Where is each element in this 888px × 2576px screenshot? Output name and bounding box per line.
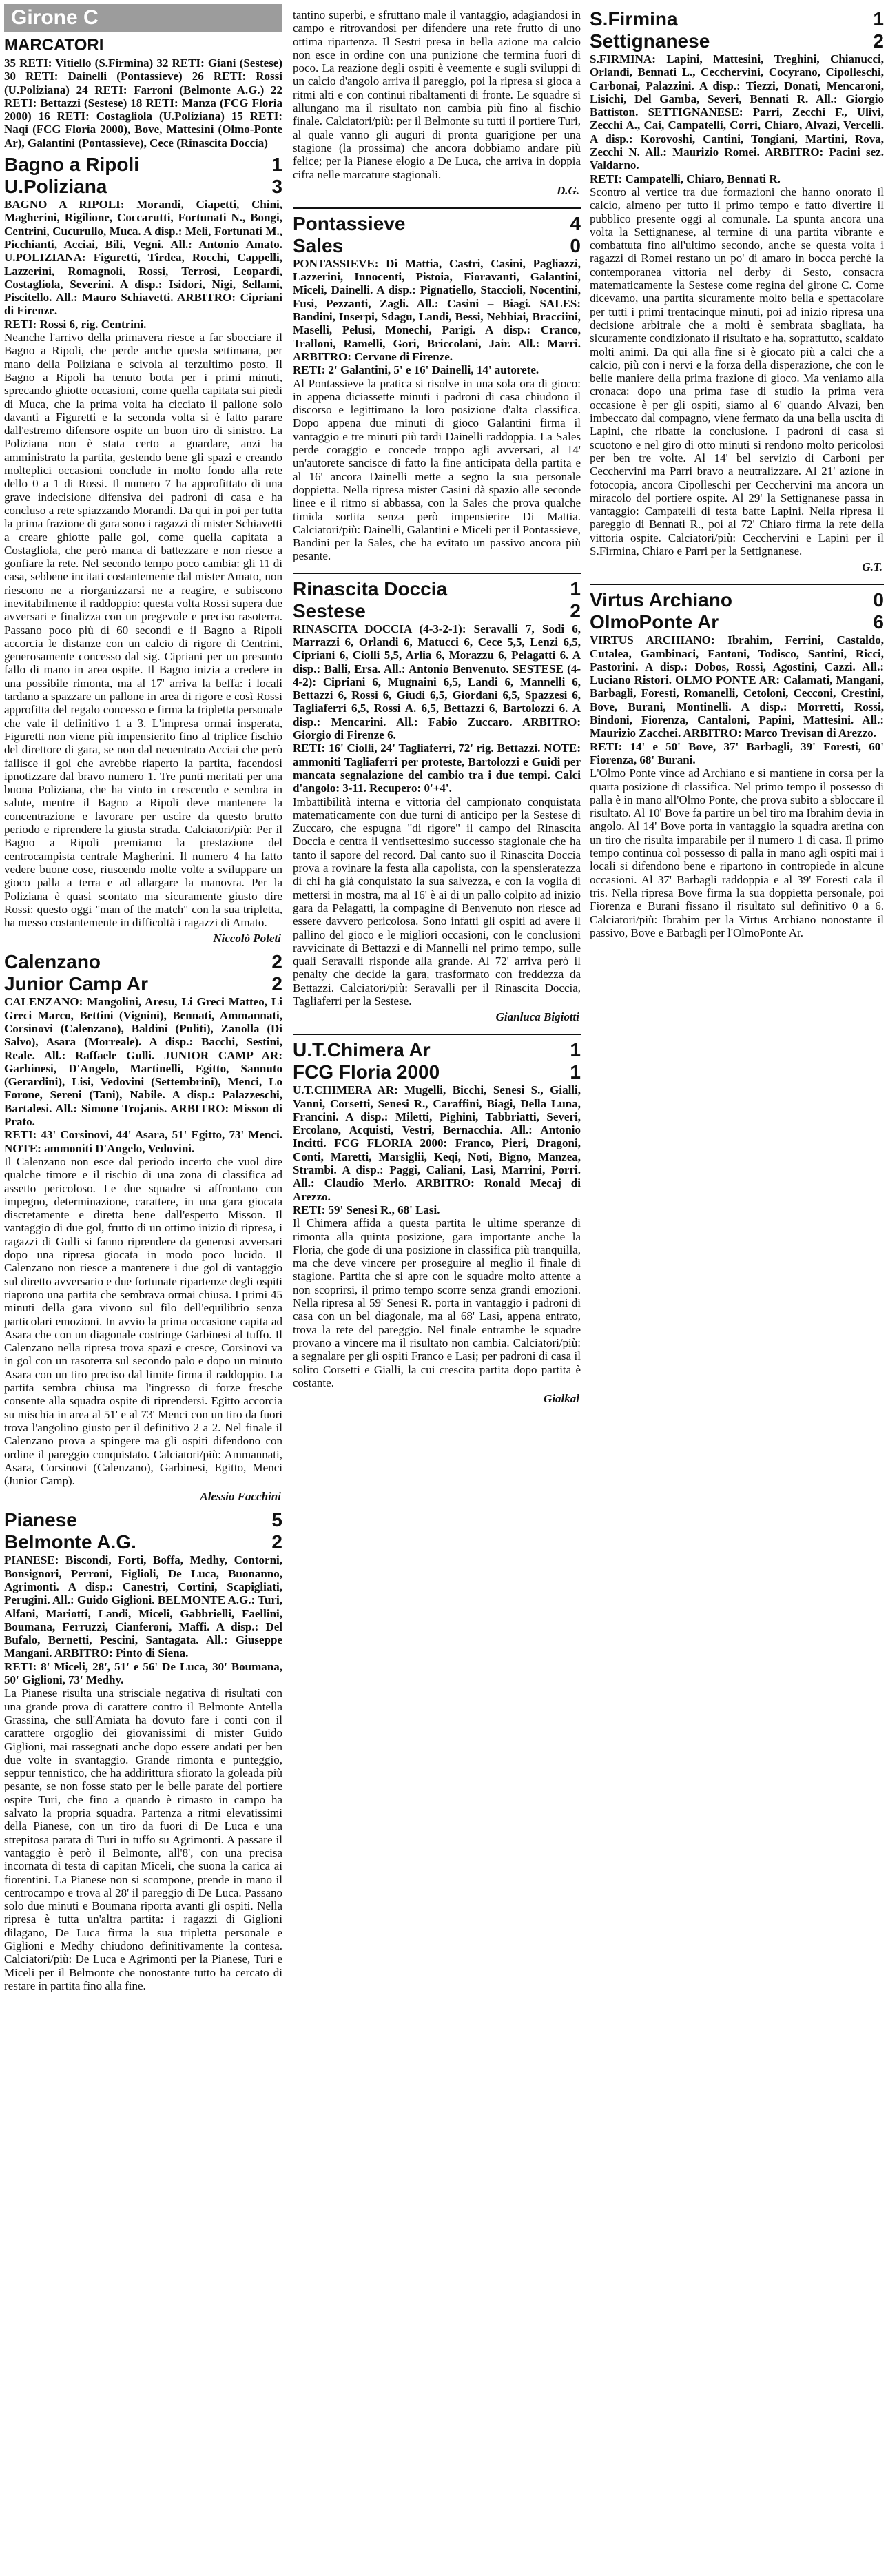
home-team-row	[293, 213, 581, 235]
column-2	[293, 4, 581, 2570]
away-team: U.Poliziana	[4, 176, 107, 198]
away-team: FCG Floria 2000	[293, 1061, 440, 1083]
divider	[293, 207, 581, 209]
marcatori-list: 35 RETI: Vitiello (S.Firmina) 32 RETI: Giani (Sestese) 30 RETI: Dainelli (Pontassieve) 26 RETI: Rossi (U.Poliziana) 24 RETI: Farroni (Belmonte A.G.) 22 RETI: Bettazzi (Sestese) 18 RETI: Manza (FCG Floria 2000) 16 RETI: Costagliola (U.Poliziana) 15 RETI: Naqi (FCG Floria 2000), Bove, Mattesini (Olmo-Ponte Ar), Galantini (Pontassieve), Cece (Rinascita Doccia)	[4, 57, 282, 150]
report-text: tantino superbi, e sfruttano male il vantaggio, adagiandosi in campo e ritrovandosi per difendere una rete frutto di uno ottima ripartenza. Il Sestri presa in bella azione ma calcio non esce in ordine con una punizione che termina fuori di poco. La reazione degli ospiti è veemente e sugli sviluppi di un calcio d'angolo arriva il pareggio, poi la ripresa si gioca a ritmi alti e con continui ribaltamenti di fronte. Le squadre si allungano ma il risultato non cambia più fino al fischio finale. Calciatori/più: per il Belmonte su tutti il portiere Turi, al quale vanno gli auguri di pronta guarigione per una stagione (la prossima) che ancora dobbiamo andare più felice; per la Pianese elogio a De Luca, che arriva in doppia cifra nelle marcature stagionali.	[293, 8, 581, 181]
author: G.T.	[862, 560, 882, 574]
away-score: 0	[570, 234, 581, 256]
goals: RETI: Rossi 6, rig. Centrini.	[4, 317, 147, 331]
home-score: 1	[271, 154, 282, 176]
column-1	[4, 4, 282, 2570]
match-report	[590, 8, 884, 574]
match-report	[293, 213, 581, 563]
match-report	[293, 578, 581, 1025]
column-3	[590, 4, 884, 2570]
goals: RETI: 43' Corsinovi, 44' Asara, 51' Egitto, 73' Menci. NOTE: ammoniti D'Angelo, Vedovini.	[4, 1128, 282, 1155]
home-score: 2	[271, 951, 282, 973]
away-score: 3	[271, 176, 282, 198]
author: D.G.	[556, 183, 579, 197]
away-score: 2	[570, 600, 581, 622]
lineups: VIRTUS ARCHIANO: Ibrahim, Ferrini, Castaldo, Cutalea, Gambinaci, Fantoni, Todisco, Santini, Ricci, Pastorini. A disp.: Dobos, Rossi, Agostini, Cazzi. All.: Luciano Ristori. OLMO PONTE AR: Calamati, Mangani, Barbagli, Foresti, Romanelli, Cetoloni, Cecconi, Crestini, Bove, Burani, Montinelli. A disp.: Morretti, Rossi, Bindoni, Fiorenza, Cantaloni, Papini, Mattesini. All.: Maurizio Zacchei. ARBITRO: Marco Trevisan di Arezzo.	[590, 633, 884, 740]
away-score: 6	[873, 611, 884, 633]
report-text: La Pianese risulta una strisciale negativa di risultati con una grande prova di carattere contro il Belmonte Antella Grassina, che sull'Amiata ha dovuto fare i conti con il carattere orgoglio dei giovanissimi di mister Guido Giglioni, mai rassegnati anche dopo essere andati per ben due volte in svantaggio. Grande rimonta e punteggio, seppur tennistico, che ha addirittura sfiorato la goleada più pesante, se non fosse stato per le belle parate del portiere ospite Turi, che fino a quando è rimasto in campo ha salvato la propria squadra. Partenza a ritmi elevatissimi della Pianese, con un tiro da fuori di De Luca e una strepitosa parata di Turi in tuffo su Agrimonti. A passare il vantaggio è però il Belmonte, all'8', con una precisa incornata di testa di capitan Miceli, che suona la carica ai fiorentini. La Pianese non si scompone, prende in mano il centrocampo e trova al 28' il pareggio di De Luca. Passano solo due minuti e Boumana riporta avanti gli ospiti. Nella ripresa è tutta un'altra partita: i ragazzi di Giglioni dilagano, De Luca firma la sua tripletta personale e Giglioni e Medhy chiudono definitivamente la contesa. Calciatori/più: De Luca e Agrimonti per la Pianese, Turi e Miceli per il Belmonte che nonostante tutto ha cercato di restare in partita fino alla fine.	[4, 1686, 282, 1992]
away-score: 2	[271, 973, 282, 995]
home-team-row	[4, 951, 282, 973]
lineups: RINASCITA DOCCIA (4-3-2-1): Seravalli 7, Sodi 6, Marrazzi 6, Orlandi 6, Matucci 6, Cece 5,5, Lenzi 6,5, Cipriani 6, Ciolli 5,5, Arlia 6, Morazzu 6, Pelagatti 6. A disp.: Balli, Ersa. All.: Antonio Benvenuto. SESTESE (4-4-2): Cipriani 6, Mugnaini 6,5, Landi 6, Mannelli 6, Bettazzi 6, Rossi 6, Giudi 6,5, Giordani 6,5, Spazzesi 6, Tagliaferri 6,5, Rossi A. 6,5, Bettazzi 6, Bartolozzi 6. A disp.: Mencarini. All.: Fabio Zuccaro. ARBITRO: Giorgio di Firenze 6.	[293, 622, 581, 742]
home-team: Pontassieve	[293, 212, 406, 234]
home-score: 1	[873, 8, 884, 30]
lineups: CALENZANO: Mangolini, Aresu, Li Greci Matteo, Li Greci Marco, Bettini (Vignini), Bennati, Ammannati, Corsinovi (Calenzano), Baldini (Puliti), Zanolla (Di Salvo), Asara (Morreale). A disp.: Bacchi, Sestini, Reale. All.: Raffaele Gulli. JUNIOR CAMP AR: Garbinesi, D'Angelo, Martinelli, Egitto, Sannuto (Gerardini), Lisi, Vedovini (Settembrini), Menci, Lo Forone, Sereni (Tani), Nabile. A disp.: Palazzeschi, Bartalesi. All.: Simone Trojanis. ARBITRO: Misson di Prato.	[4, 995, 282, 1129]
away-team: Belmonte A.G.	[4, 1531, 136, 1553]
report-text: Imbattibilità interna e vittoria del campionato conquistata matematicamente con due turni di anticipo per la Sestese di Zuccaro, che espugna "di rigore" il campo del Rinascita Doccia e centra il ventisettesimo successo stagionale che ha tanto il sapore del record. Dal canto suo il Rinascita Doccia prova a rovinare la festa alla capolista, con la spensieratezza di chi ha già conquistato la sua salvezza, e con la voglia di mettersi in mostra, ma al 16' è ai di un pallo colpito ad inizio gara da Pelagatti, la compagine di Benvenuto non riesce ad essere davvero pericolosa. Sono infatti gli ospiti ad avere il pallino del gioco e le migliori occasioni, con le conclusioni ravvicinate di Bettazzi e di Mannelli nel primo tempo, sulle quali Seravalli risponde alla grande. Al 72' arriva però il penalty che decide la gara, trasformato con freddezza da Bettazzi. Calciatori/più: Seravalli per il Rinascita Doccia, Tagliaferri per la Sestese.	[293, 795, 581, 1008]
away-score: 1	[570, 1061, 581, 1083]
home-team: U.T.Chimera Ar	[293, 1039, 431, 1061]
home-team-row	[4, 1509, 282, 1531]
home-team-row	[590, 8, 884, 30]
home-team: Virtus Archiano	[590, 589, 732, 611]
goals: RETI: 59' Senesi R., 68' Lasi.	[293, 1203, 440, 1216]
home-team-row	[4, 154, 282, 176]
report-text: Il Chimera affida a questa partita le ultime speranze di rimonta alla quinta posizione, gara importante anche la Floria, che gode di una posizione in classifica più tranquilla, ma che deve vincere per proseguire al meglio il finale di stagione. Partita che si apre con le squadre molto attente a non scoprirsi, il primo tempo scorre senza grandi emozioni. Nella ripresa al 59' Senesi R. porta in vantaggio i padroni di casa con un bel diagonale, ma al 68' Lasi, appena entrato, trova la rete del pareggio. Nel finale entrambe le squadre provano a vincere ma il risultato non cambia. Calciatori/più: a segnalare per gli ospiti Franco e Lasi; per padroni di casa il solito Corsetti e Gialli, la cui crescita partita dopo partita è costante.	[293, 1216, 581, 1389]
lineups: S.FIRMINA: Lapini, Mattesini, Treghini, Chianucci, Orlandi, Bennati L., Cecchervini, Cocyrano, Cipolleschi, Carbonai, Palazzini. A disp.: Tiezzi, Donati, Mencaroni, Lisichi, Del Gamba, Severi, Bennati R. All.: Giorgio Battiston. SETTIGNANESE: Parri, Zecchi F., Ulivi, Zecchi A., Cai, Campatelli, Corri, Chiaro, Alvazi, Vercelli. A disp.: Korovoshi, Cantini, Tongiani, Martini, Rova, Zecchi N. All.: Maurizio Romei. ARBITRO: Pacini sez. Valdarno.	[590, 52, 884, 172]
report-text: L'Olmo Ponte vince ad Archiano e si mantiene in corsa per la quarta posizione di classifica. Nel primo tempo il possesso di palla è in mano all'Olmo Ponte, che prova subito a sbloccare il risultato. Al 10' Bove fa partire un bel tiro ma Ibrahim devia in angolo. Al 14' Bove porta in vantaggio la squadra aretina con un tiro che risulta imparabile per il numero 1 di casa. Il primo tempo continua col possesso di palla in mano agli ospiti mai i locali si difendono bene e ripartono in contropiede in alcune occasioni. Al 37' Barbagli raddoppia e al 39' Foresti cala il tris. Nella ripresa Bove firma la sua doppietta personale, poi Fiorenza e Burani fissano il risultato sul definitivo 0 a 6. Calciatori/più: Ibrahim per la Virtus Archiano nonostante il passivo, Bove e Barbagli per l'OlmoPonte Ar.	[590, 766, 884, 939]
away-team-row	[590, 30, 884, 52]
goals: RETI: 8' Miceli, 28', 51' e 56' De Luca, 30' Boumana, 50' Giglioni, 73' Medhy.	[4, 1659, 282, 1687]
match-report	[4, 1509, 282, 1992]
home-score: 0	[873, 589, 884, 611]
goals: RETI: 2' Galantini, 5' e 16' Dainelli, 14' autorete.	[293, 363, 539, 377]
marcatori-title: MARCATORI	[4, 36, 104, 54]
author: Niccolò Poleti	[213, 932, 281, 945]
home-team-row	[293, 578, 581, 600]
report-text: Scontro al vertice tra due formazioni che hanno onorato il calcio, almeno per tutto il primo tempo e fatto divertire il pubblico presente oggi al comunale. La spunta ancora una volta la Settignanese, al termine di una partita vibrante e combattuta fino all'ultimo secondo, anche se questa volta i ragazzi di Romei restano un po' di amaro in bocca perché la contemporanea vittoria nel derby di Sesto, consacra matematicamente la Sestese come regina del girone C. Come dicevamo, una partita sicuramente molto bella e spettacolare per tutti i primi trentacinque minuti, poi ad inizio ripresa una decisione arbitrale che a molti è sembrata sbagliata, ha sicuramente condizionato il risultato e ha, soprattutto, scaldato molti animi. Da qui alla fine si è giocato più a calci che a calcio, più con i nervi e la forza della disperazione, che con le belle maniere della prima frazione di gioco. Ma veniamo alla cronaca: dopo una prima fase di studio la prima vera occasione è per gli ospiti, siamo al 6' quando Alvazi, ben imbeccato dal compagno, viene fermato da una bella uscita di Lapini, che ribatte la conclusione. I padroni di casa si scuotono e nel giro di otto minuti si rendono molto pericolosi per ben tre volte. Al 14' bel servizio di Carboni per Cecchervini ma Parri bravo a neutralizzare. Al 21' azione in fotocopia, ancora Cipolleschi per Cecchervini ma ancora un miracolo del portiere ospite. Al 29' la Settignanese passa in vantaggio: Campatelli di testa batte Lapini. Nella ripresa il pareggio di Bennati R., poi al 72' Chiaro firma la rete della vittoria ospite. Calciatori/più: Cecchervini e Lapini per il S.Firmina, Chiaro e Parri per la Settignanese.	[590, 185, 884, 558]
match-report	[293, 1039, 581, 1406]
away-team-row	[4, 176, 282, 198]
home-team-row	[293, 1039, 581, 1061]
away-team-row	[4, 1531, 282, 1553]
match-report	[4, 154, 282, 945]
home-team: Bagno a Ripoli	[4, 154, 139, 176]
away-team-row	[4, 973, 282, 995]
home-score: 5	[271, 1509, 282, 1531]
away-team: Junior Camp Ar	[4, 973, 148, 995]
author: Gianluca Bigiotti	[495, 1010, 579, 1024]
goals: RETI: Campatelli, Chiaro, Bennati R.	[590, 172, 781, 185]
home-team: S.Firmina	[590, 8, 678, 30]
divider	[293, 573, 581, 574]
lineups: BAGNO A RIPOLI: Morandi, Ciapetti, Chini, Magherini, Rigilione, Coccarutti, Fortunati N., Bongi, Centrini, Cucurullo, Muca. A disp.: Meli, Fortunati M., Picchianti, Acciai, Bili, Vegni. All.: Antonio Amato. U.POLIZIANA: Figuretti, Tirdea, Rocchi, Cappelli, Lazzerini, Romagnoli, Rossi, Terrosi, Leopardi, Costagliola, Severini. A disp.: Isidori, Nigi, Sellami, Piscitello. All.: Mauro Schiavetti. ARBITRO: Cipriani di Firenze.	[4, 198, 282, 318]
away-team: Sestese	[293, 600, 366, 622]
away-team-row	[293, 235, 581, 257]
goals: RETI: 14' e 50' Bove, 37' Barbagli, 39' Foresti, 60' Fiorenza, 68' Burani.	[590, 739, 884, 766]
match-report-continued	[293, 8, 581, 198]
match-report	[4, 951, 282, 1504]
report-text: Neanche l'arrivo della primavera riesce a far sbocciare il Bagno a Ripoli, che perde anche questa settimana, per mano della Poliziana e scivola al terzultimo posto. Il Bagno a Ripoli ha tenuto botta per i primi minuti, sprecando ghiotte occasioni, come quella capitata sui piedi di Muca, che la prima volta ha cicciato il pallone solo davanti a Figuretti e la seconda volta si è fatto parare dall'estremo difensore ospite un buon tiro di sinistro. La Poliziana non è stata certo a guardare, anzi ha amministrato la partita, gestendo bene gli spazi e creando molteplici occasioni conclude in molto fondo alla rete dello 0 a 1 di Rossi. Il numero 7 ha approfittato di una grave indecisione difensiva dei padroni di casa e ha concluso a rete spiazzando Morandi. Da qui in poi per tutta la prima frazione di gara sono i ragazzi di mister Schiavetti a creare ghiotte palle gol, come quella capitata a Costagliola, che però manca di battezzare e non riesce a gonfiare la rete. Nel secondo tempo poco cambia: gli 11 di casa, sebbene incitati costantemente dal mister Amato, non riescono ne a riorganizzarsi ne a reagire, e subiscono inevitabilmente il raddoppio: questa volta Rossi supera due avversari e finalizza con un pregevole e preciso rasoterra. Passano poco più di 60 secondi e il Bagno a Ripoli accorcia le distanze con un calcio di rigore di Centrini, generosamente concesso dal sig. Cipriani per un presunto fallo di mano in area ospite. Il Bagno inizia a credere in una possibile rimonta, ma al 17' arriva la beffa: i locali tardano a spazzare un pallone in area di rigore e così Rossi approfitta del regalo concesso e firma la tripletta personale che vale il definitivo 1 a 3. L'impresa ormai insperata, Figuretti non viene più impensierito fino al triplice fischio del direttore di gara, se non dal neoentrato Acciai che però fallisce il gol che avrebbe riaperto la partita, facendosi ipnotizzare dal bravo numero 1. Tre punti meritati per una buona Poliziana, che ha vinto in crescendo e sembra in salute, mentre il Bagno a Ripoli deve mantenere la concentrazione e lavorare per uscire da questo brutto periodo e riprendere la giusta strada. Calciatori/più: Per il Bagno a Ripoli premiamo la prestazione del centrocampista centrale Magherini. Il numero 4 ha fatto vedere buone cose, riuscendo molte volte a sviluppare un gioco palla a terra e ad allargare la manovra. Per la Poliziana è quasi scontato ma sicuramente giusto dire Rossi: questo oggi "man of the match" con la sua tripletta, ha messo costantemente in difficoltà i ragazzi di Amato.	[4, 331, 282, 930]
goals: RETI: 16' Ciolli, 24' Tagliaferri, 72' rig. Bettazzi. NOTE: ammoniti Tagliaferri per proteste, Bartolozzi e Guidi per mancata segnalazione del cambio tra i due tempi. Calci d'angolo: 3-11. Recupero: 0'+4'.	[293, 742, 581, 795]
report-text: Al Pontassieve la pratica si risolve in una sola ora di gioco: in appena diciassette minuti i padroni di casa chiudono il discorso e legittimano la loro posizione d'alta classifica. Dopo appena due minuti di gioco Galantini firma il vantaggio e tre minuti più tardi Dainelli raddoppia. La Sales perde coraggio e concede troppo agli avversari, al 14' un'autorete sancisce di fatto la fine anticipata della partita e al 16' ancora Dainelli mette a segno la sua personale doppietta. Nella ripresa mister Casini dà spazio alle seconde linee e il ritmo si abbassa, con la Sales che prova qualche timida sortita senza però impensierire Di Mattia. Calciatori/più: Dainelli, Galantini e Miceli per il Pontassieve, Bandini per la Sales, che ha evitato un passivo ancora più pesante.	[293, 376, 581, 563]
match-report	[590, 589, 884, 939]
home-team: Rinascita Doccia	[293, 577, 448, 600]
home-score: 4	[570, 212, 581, 234]
divider	[590, 584, 884, 585]
section-title: Girone C	[4, 4, 282, 32]
home-score: 1	[570, 577, 581, 600]
author: Gialkal	[544, 1392, 579, 1406]
away-score: 2	[873, 30, 884, 52]
lineups: PONTASSIEVE: Di Mattia, Castri, Casini, Pagliazzi, Lazzerini, Innocenti, Pistoia, Fioravanti, Galantini, Miceli, Dainelli. A disp.: Pignatiello, Staccioli, Nocentini, Fusi, Pezzanti, Zagli. All.: Casini – Biagi. SALES: Bandini, Inserpi, Sdagu, Landi, Bessi, Nebbiai, Bracciini, Maselli, Pelusi, Monechi, Parigi. A disp.: Cranco, Tralloni, Ramelli, Gori, Briccolani, Jair. All.: Marri. ARBITRO: Cervone di Firenze.	[293, 256, 581, 363]
home-team-row	[590, 589, 884, 611]
away-team-row	[293, 1061, 581, 1083]
away-team: Sales	[293, 234, 344, 256]
lineups: U.T.CHIMERA AR: Mugelli, Bicchi, Senesi S., Gialli, Vanni, Corsetti, Senesi R., Caraffini, Biagi, Della Luna, Francini. A disp.: Miletti, Pighini, Tabbriatti, Severi, Ercolano, Acquisti, Vestri, Bernacchia. All.: Antonio Incitti. FCG FLORIA 2000: Franco, Pieri, Dragoni, Conti, Maretti, Marsiglii, Keqi, Noti, Bigno, Manzea, Strambi. A disp.: Paggi, Caliani, Lasi, Marrini, Porri. All.: Claudio Merlo. ARBITRO: Ronald Mecaj di Arezzo.	[293, 1083, 581, 1203]
away-team-row	[293, 600, 581, 622]
divider	[293, 1034, 581, 1035]
away-team-row	[590, 611, 884, 633]
home-team: Pianese	[4, 1509, 77, 1531]
home-team: Calenzano	[4, 951, 101, 973]
home-score: 1	[570, 1039, 581, 1061]
author: Alessio Facchini	[200, 1490, 281, 1504]
away-score: 2	[271, 1531, 282, 1553]
lineups: PIANESE: Biscondi, Forti, Boffa, Medhy, Contorni, Bonsignori, Perroni, Figlioli, De Luca, Buonanno, Agrimonti. A disp.: Canestri, Cortini, Scapigliati, Perugini. All.: Guido Giglioni. BELMONTE A.G.: Turi, Alfani, Mariotti, Landi, Miceli, Gabbrielli, Faellini, Boumana, Ferruzzi, Cianferoni, Maffi. A disp.: Del Bufalo, Bernetti, Pescini, Santagata. All.: Giuseppe Mangani. ARBITRO: Pinto di Siena.	[4, 1553, 282, 1660]
away-team: Settignanese	[590, 30, 710, 52]
report-text: Il Calenzano non esce dal periodo incerto che vuol dire qualche timore e il rischio di una zona di classifica ad assetto pericoloso. Le due squadre si affrontano con impegno, determinazione, carattere, in una gara giocata discretamente e diretta bene dall'esperto Misson. Il vantaggio di due gol, frutto di un ottimo inizio di ripresa, i ragazzi di Gulli si fanno riprendere da generosi avversari dopo una ripresa giocata in modo poco lucido. Il Calenzano non riesce a mantenere i due gol di vantaggio sul diretto avversario e due fortunate ripartenze degli ospiti riaprono una partita che sembrava ormai chiusa. I primi 45 minuti della gara vivono sul filo dell'equilibrio senza particolari emozioni. In avvio la prima occasione capita ad Asara che con un diagonale costringe Garbinesi al tuffo. Il Calenzano nella ripresa trova spazi e cresce, Corsinovi va in gol con un rasoterra sul secondo palo e dopo un minuto Asara con un tiro preciso dal limite firma il raddoppio. La partita sembra chiusa ma l'ingresso di forze fresche consente alla squadra ospite di riprendersi. Egitto accorcia su mischia in area al 51' e al 73' Menci con un tiro da fuori trova l'angolino giusto per il definitivo 2 a 2. Nel finale il Calenzano prova a spingere ma gli ospiti difendono con ordine il pareggio conquistato. Calciatori/più: Ammannati, Asara, Corsinovi (Calenzano), Garbinesi, Egitto, Menci (Junior Camp).	[4, 1154, 282, 1488]
away-team: OlmoPonte Ar	[590, 611, 719, 633]
